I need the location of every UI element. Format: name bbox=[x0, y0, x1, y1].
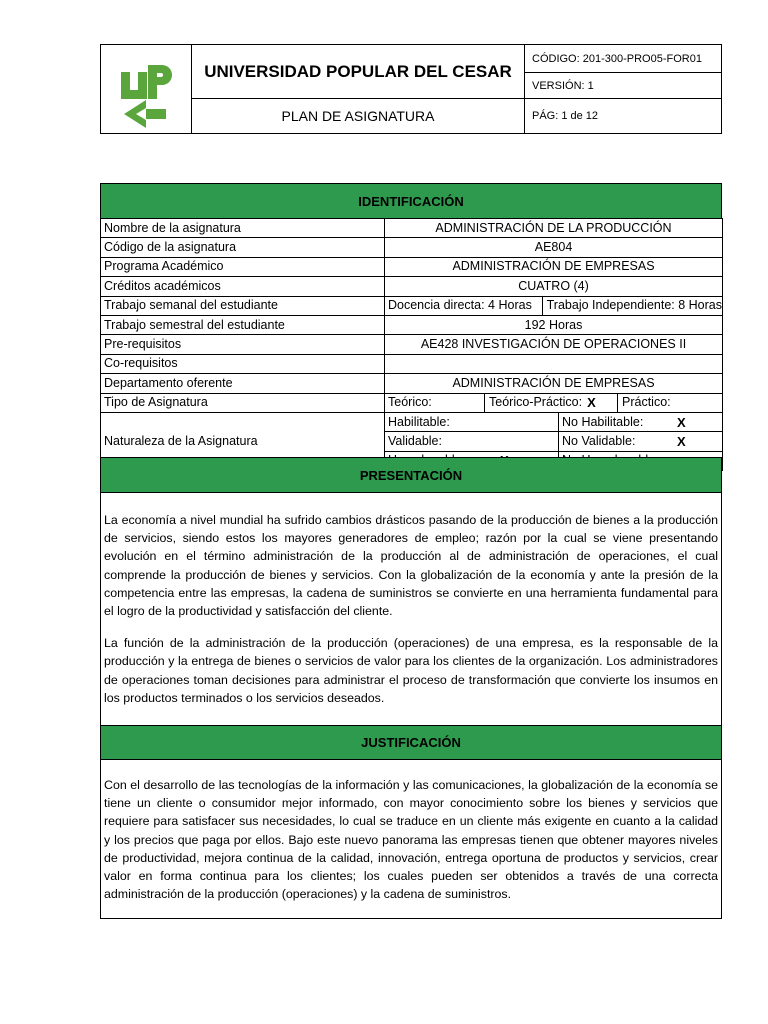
page-number: PÁG: 1 de 12 bbox=[524, 98, 722, 134]
row-label: Pre-requisitos bbox=[101, 335, 385, 354]
university-name: UNIVERSIDAD POPULAR DEL CESAR bbox=[191, 44, 525, 99]
row-label: Naturaleza de la Asignatura bbox=[101, 412, 385, 470]
row-value: ADMINISTRACIÓN DE LA PRODUCCIÓN bbox=[385, 219, 723, 238]
tipo-values bbox=[385, 393, 723, 412]
presentacion-paragraph: La economía a nivel mundial ha sufrido cambios drásticos pasando de la producción de bienes a la producción de servicios, siendo estos los mayores generadores de empleo; razón por la cual se viene presentando evolución en el término administración de la producción al de administración de operaciones, el cual comprende la producción de bienes y servicios. Con la globalización de la economía y ante la presión de la competencia entre las empresas, la cadena de suministros se convierte en una herramienta fundamental para el logro de la productividad y satisfacción del cliente. bbox=[104, 513, 718, 619]
row-label: Departamento oferente bbox=[101, 374, 385, 393]
document-version: VERSIÓN: 1 bbox=[524, 72, 722, 99]
presentacion-body bbox=[100, 492, 722, 726]
upc-logo-icon bbox=[101, 45, 191, 133]
habilitable-label: Habilitable: bbox=[385, 413, 559, 431]
no-validable-label: No Validable: bbox=[562, 433, 636, 448]
university-logo bbox=[100, 44, 192, 134]
justificacion-header: JUSTIFICACIÓN bbox=[100, 725, 722, 760]
teorico-practico-mark: X bbox=[587, 395, 596, 411]
table-row bbox=[101, 238, 723, 257]
teorico-practico-label: Teórico-Práctico: bbox=[489, 395, 583, 410]
row-label: Código de la asignatura bbox=[101, 238, 385, 257]
document-type: PLAN DE ASIGNATURA bbox=[191, 98, 525, 134]
row-label: Créditos académicos bbox=[101, 277, 385, 296]
row-value: AE804 bbox=[385, 238, 723, 257]
table-row bbox=[101, 374, 723, 393]
table-row bbox=[101, 257, 723, 276]
row-label: Tipo de Asignatura bbox=[101, 393, 385, 412]
row-label: Programa Académico bbox=[101, 257, 385, 276]
table-row bbox=[101, 296, 723, 315]
teorico-practico-cell bbox=[485, 394, 618, 412]
presentacion-header: PRESENTACIÓN bbox=[100, 457, 722, 493]
document-code: CÓDIGO: 201-300-PRO05-FOR01 bbox=[524, 44, 722, 73]
presentacion-paragraph: La función de la administración de la producción (operaciones) de una empresa, es la responsable de la producción y la entrega de bienes o servicios de valor para los clientes de la organización. Los administradores de operaciones toman decisiones para administrar el proceso de transformación que convierte los insumos en los productos terminados o los servicios deseados. bbox=[104, 636, 718, 705]
trabajo-independiente: Trabajo Independiente: 8 Horas bbox=[546, 298, 722, 313]
table-row bbox=[101, 315, 723, 334]
row-value bbox=[385, 354, 723, 373]
table-row bbox=[101, 393, 723, 412]
row-label: Trabajo semestral del estudiante bbox=[101, 315, 385, 334]
naturaleza-habilitable bbox=[385, 412, 723, 431]
justificacion-paragraph: Con el desarrollo de las tecnologías de la información y las comunicaciones, la globalización de la economía se tiene un cliente o consumidor mejor informado, con mayor conocimiento sobre los bienes y servicios que requiere para satisfacer sus necesidades, lo cual se traduce en un cliente más exigente en cuanto a la calidad y los precios que paga por ellos. Bajo este nuevo panorama las empresas tienen que obtener mayores niveles de productividad, mejora continua de la calidad, innovación, entrega oportuna de productos y servicios, crear valor en forma continua para los clientes; los cuales pueden ser obtenidos a través de una correcta administración de la producción (operaciones) y la cadena de suministros. bbox=[104, 778, 718, 902]
naturaleza-validable bbox=[385, 432, 723, 451]
row-value: ADMINISTRACIÓN DE EMPRESAS bbox=[385, 257, 723, 276]
row-label: Nombre de la asignatura bbox=[101, 219, 385, 238]
justificacion-body bbox=[100, 759, 722, 919]
teorico-label: Teórico: bbox=[385, 394, 485, 412]
table-row bbox=[101, 412, 723, 431]
no-habilitable-label: No Habilitable: bbox=[562, 414, 644, 429]
row-value bbox=[385, 296, 723, 315]
table-row bbox=[101, 335, 723, 354]
row-value: 192 Horas bbox=[385, 315, 723, 334]
no-habilitable-mark: X bbox=[677, 414, 686, 430]
row-value: ADMINISTRACIÓN DE EMPRESAS bbox=[385, 374, 723, 393]
practico-label: Práctico: bbox=[622, 395, 671, 410]
no-habilitable-cell bbox=[559, 413, 686, 431]
table-row bbox=[101, 219, 723, 238]
identificacion-table bbox=[100, 218, 723, 471]
no-validable-cell bbox=[559, 432, 686, 450]
validable-label: Validable: bbox=[385, 432, 559, 450]
row-value: CUATRO (4) bbox=[385, 277, 723, 296]
table-row bbox=[101, 354, 723, 373]
table-row bbox=[101, 277, 723, 296]
docencia-directa: Docencia directa: 4 Horas bbox=[385, 297, 543, 315]
identificacion-header: IDENTIFICACIÓN bbox=[100, 183, 722, 219]
row-label: Co-requisitos bbox=[101, 354, 385, 373]
row-value: AE428 INVESTIGACIÓN DE OPERACIONES II bbox=[385, 335, 723, 354]
row-label: Trabajo semanal del estudiante bbox=[101, 296, 385, 315]
no-validable-mark: X bbox=[677, 433, 686, 449]
